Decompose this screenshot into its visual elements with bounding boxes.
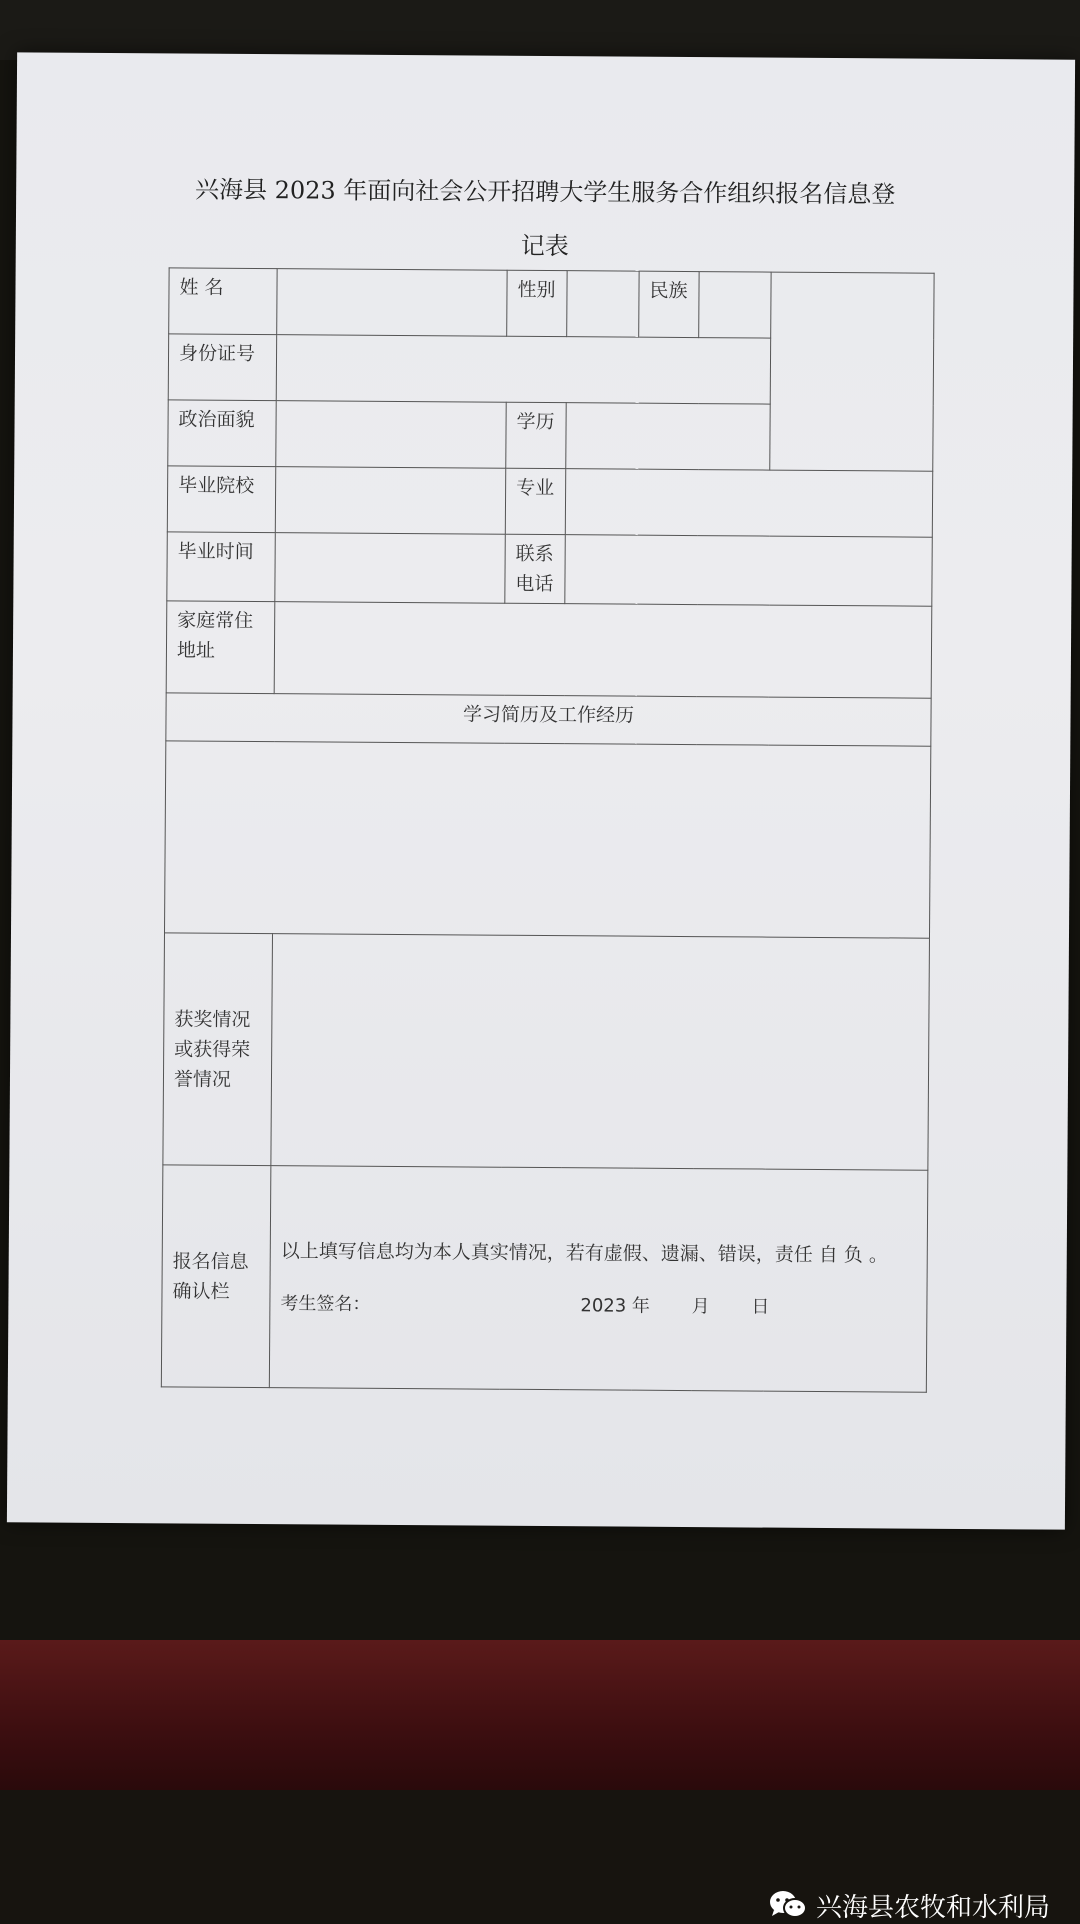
resume-field[interactable] bbox=[165, 741, 931, 938]
signature-label[interactable]: 考生签名： bbox=[280, 1292, 371, 1315]
political-status-field[interactable] bbox=[276, 401, 506, 469]
graduation-time-label: 毕业时间 bbox=[167, 532, 275, 602]
wechat-icon bbox=[768, 1889, 808, 1921]
registration-form-table bbox=[161, 267, 935, 1392]
signature-date: 2023 年 月 日 bbox=[580, 1294, 770, 1318]
awards-field[interactable] bbox=[271, 934, 930, 1171]
form-title-line1: 兴海县 2023 年面向社会公开招聘大学生服务合作组织报名信息登 bbox=[194, 175, 896, 209]
confirmation-statement: 以上填写信息均为本人真实情况，若有虚假、遗漏、错误，责任 自 负 。 bbox=[280, 1239, 888, 1266]
name-label: 姓 名 bbox=[169, 268, 277, 335]
phone-field[interactable] bbox=[565, 535, 932, 607]
confirmation-label: 报名信息确认栏 bbox=[161, 1165, 271, 1388]
school-label: 毕业院校 bbox=[167, 466, 275, 533]
address-label: 家庭常住地址 bbox=[166, 601, 275, 694]
major-label: 专业 bbox=[505, 468, 565, 534]
major-field[interactable] bbox=[565, 469, 932, 538]
confirmation-cell bbox=[269, 1166, 928, 1393]
red-table-edge bbox=[0, 1640, 1080, 1790]
education-field[interactable] bbox=[566, 403, 770, 470]
wechat-watermark bbox=[768, 1888, 1050, 1922]
gender-field[interactable] bbox=[567, 271, 639, 338]
resume-header: 学习简历及工作经历 bbox=[166, 693, 931, 746]
form-title-line2: 记表 bbox=[520, 231, 569, 261]
graduation-time-field[interactable] bbox=[275, 533, 505, 604]
ethnicity-label: 民族 bbox=[639, 271, 699, 337]
id-number-label: 身份证号 bbox=[168, 334, 276, 401]
school-field[interactable] bbox=[275, 467, 505, 535]
account-name: 兴海县农牧和水利局 bbox=[815, 1892, 1050, 1923]
name-field[interactable] bbox=[277, 269, 507, 337]
photo-box[interactable] bbox=[770, 272, 934, 471]
address-field[interactable] bbox=[274, 602, 932, 699]
id-number-field[interactable] bbox=[276, 335, 770, 404]
ethnicity-field[interactable] bbox=[699, 272, 771, 339]
signature-row bbox=[280, 1289, 916, 1323]
education-label: 学历 bbox=[506, 402, 566, 468]
gender-label: 性别 bbox=[507, 270, 567, 336]
dark-background-top bbox=[0, 0, 1080, 60]
political-status-label: 政治面貌 bbox=[168, 400, 276, 467]
paper-sheet bbox=[7, 52, 1075, 1529]
phone-label: 联系电话 bbox=[505, 534, 565, 603]
awards-label: 获奖情况或获得荣誉情况 bbox=[163, 933, 273, 1166]
